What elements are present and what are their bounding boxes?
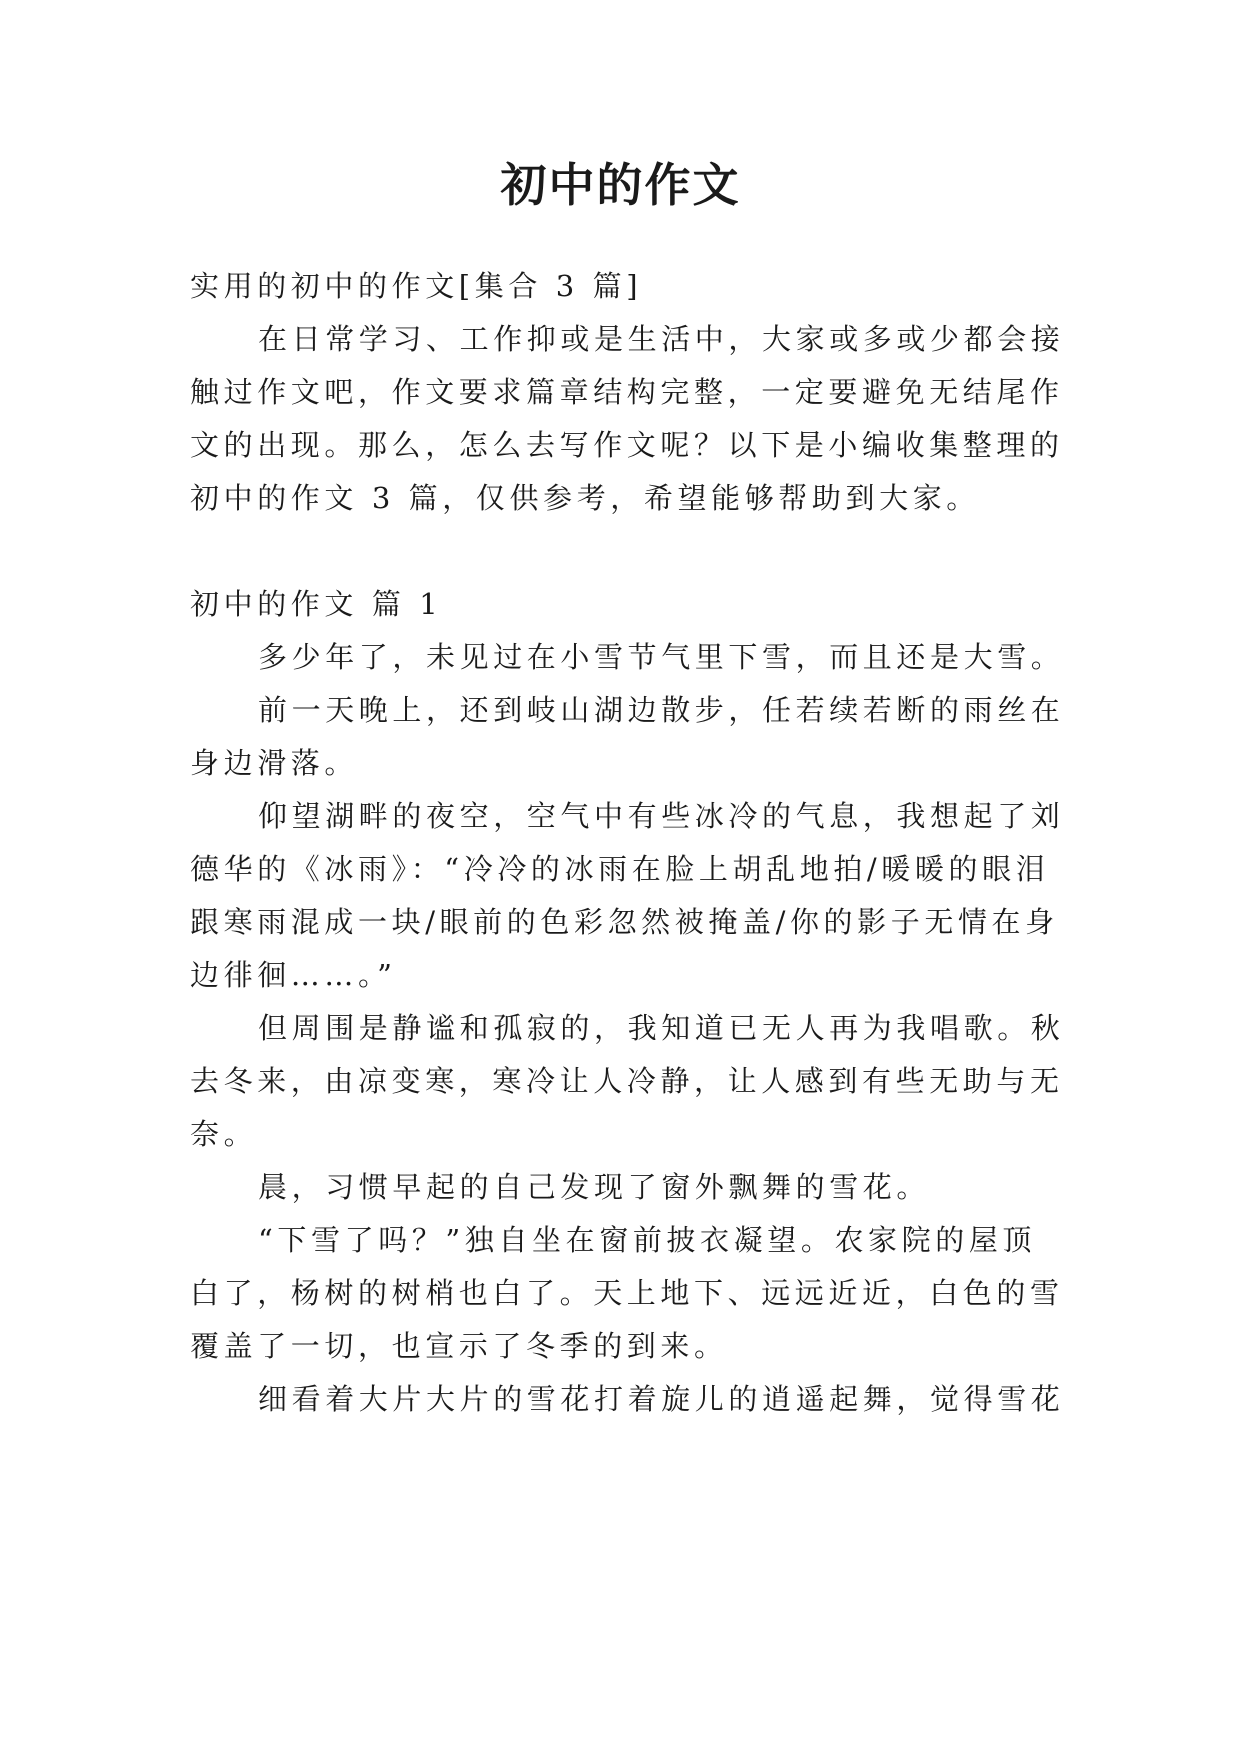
- body-paragraph-line: 但周围是静谧和孤寂的，我知道已无人再为我唱歌。秋: [258, 1011, 1065, 1045]
- body-paragraph-line: 前一天晚上，还到岐山湖边散步，任若续若断的雨丝在: [258, 693, 1065, 727]
- intro-paragraph-line: 在日常学习、工作抑或是生活中，大家或多或少都会接: [258, 322, 1065, 356]
- body-paragraph-line: 细看着大片大片的雪花打着旋儿的逍遥起舞，觉得雪花: [258, 1382, 1065, 1416]
- body-paragraph-line: 多少年了，未见过在小雪节气里下雪，而且还是大雪。: [258, 640, 1065, 674]
- subtitle-line: 实用的初中的作文[集合 3 篇]: [190, 269, 643, 303]
- body-paragraph-line: 白了，杨树的树梢也白了。天上地下、远远近近，白色的雪: [190, 1276, 1064, 1310]
- body-paragraph-line: 去冬来，由凉变寒，寒冷让人冷静，让人感到有些无助与无: [190, 1064, 1064, 1098]
- section-heading: 初中的作文 篇 1: [190, 587, 443, 621]
- document-title: 初中的作文: [500, 158, 741, 212]
- intro-paragraph-line: 触过作文吧，作文要求篇章结构完整，一定要避免无结尾作: [190, 375, 1064, 409]
- body-paragraph-line: 晨，习惯早起的自己发现了窗外飘舞的雪花。: [258, 1170, 931, 1204]
- body-paragraph-line: 德华的《冰雨》：“冷冷的冰雨在脸上胡乱地拍/暖暖的眼泪: [190, 852, 1050, 886]
- body-paragraph-line: 奈。: [190, 1117, 258, 1151]
- body-paragraph-line: 边徘徊……。”: [190, 958, 397, 992]
- body-paragraph-line: “下雪了吗？”独自坐在窗前披衣凝望。农家院的屋顶: [258, 1223, 1037, 1257]
- body-paragraph-line: 仰望湖畔的夜空，空气中有些冰冷的气息，我想起了刘: [258, 799, 1065, 833]
- body-paragraph-line: 覆盖了一切，也宣示了冬季的到来。: [190, 1329, 728, 1363]
- intro-paragraph-line: 初中的作文 3 篇，仅供参考，希望能够帮助到大家。: [190, 481, 980, 515]
- intro-paragraph-line: 文的出现。那么，怎么去写作文呢？以下是小编收集整理的: [190, 428, 1064, 462]
- body-paragraph-line: 跟寒雨混成一块/眼前的色彩忽然被掩盖/你的影子无情在身: [190, 905, 1059, 939]
- body-paragraph-line: 身边滑落。: [190, 746, 359, 780]
